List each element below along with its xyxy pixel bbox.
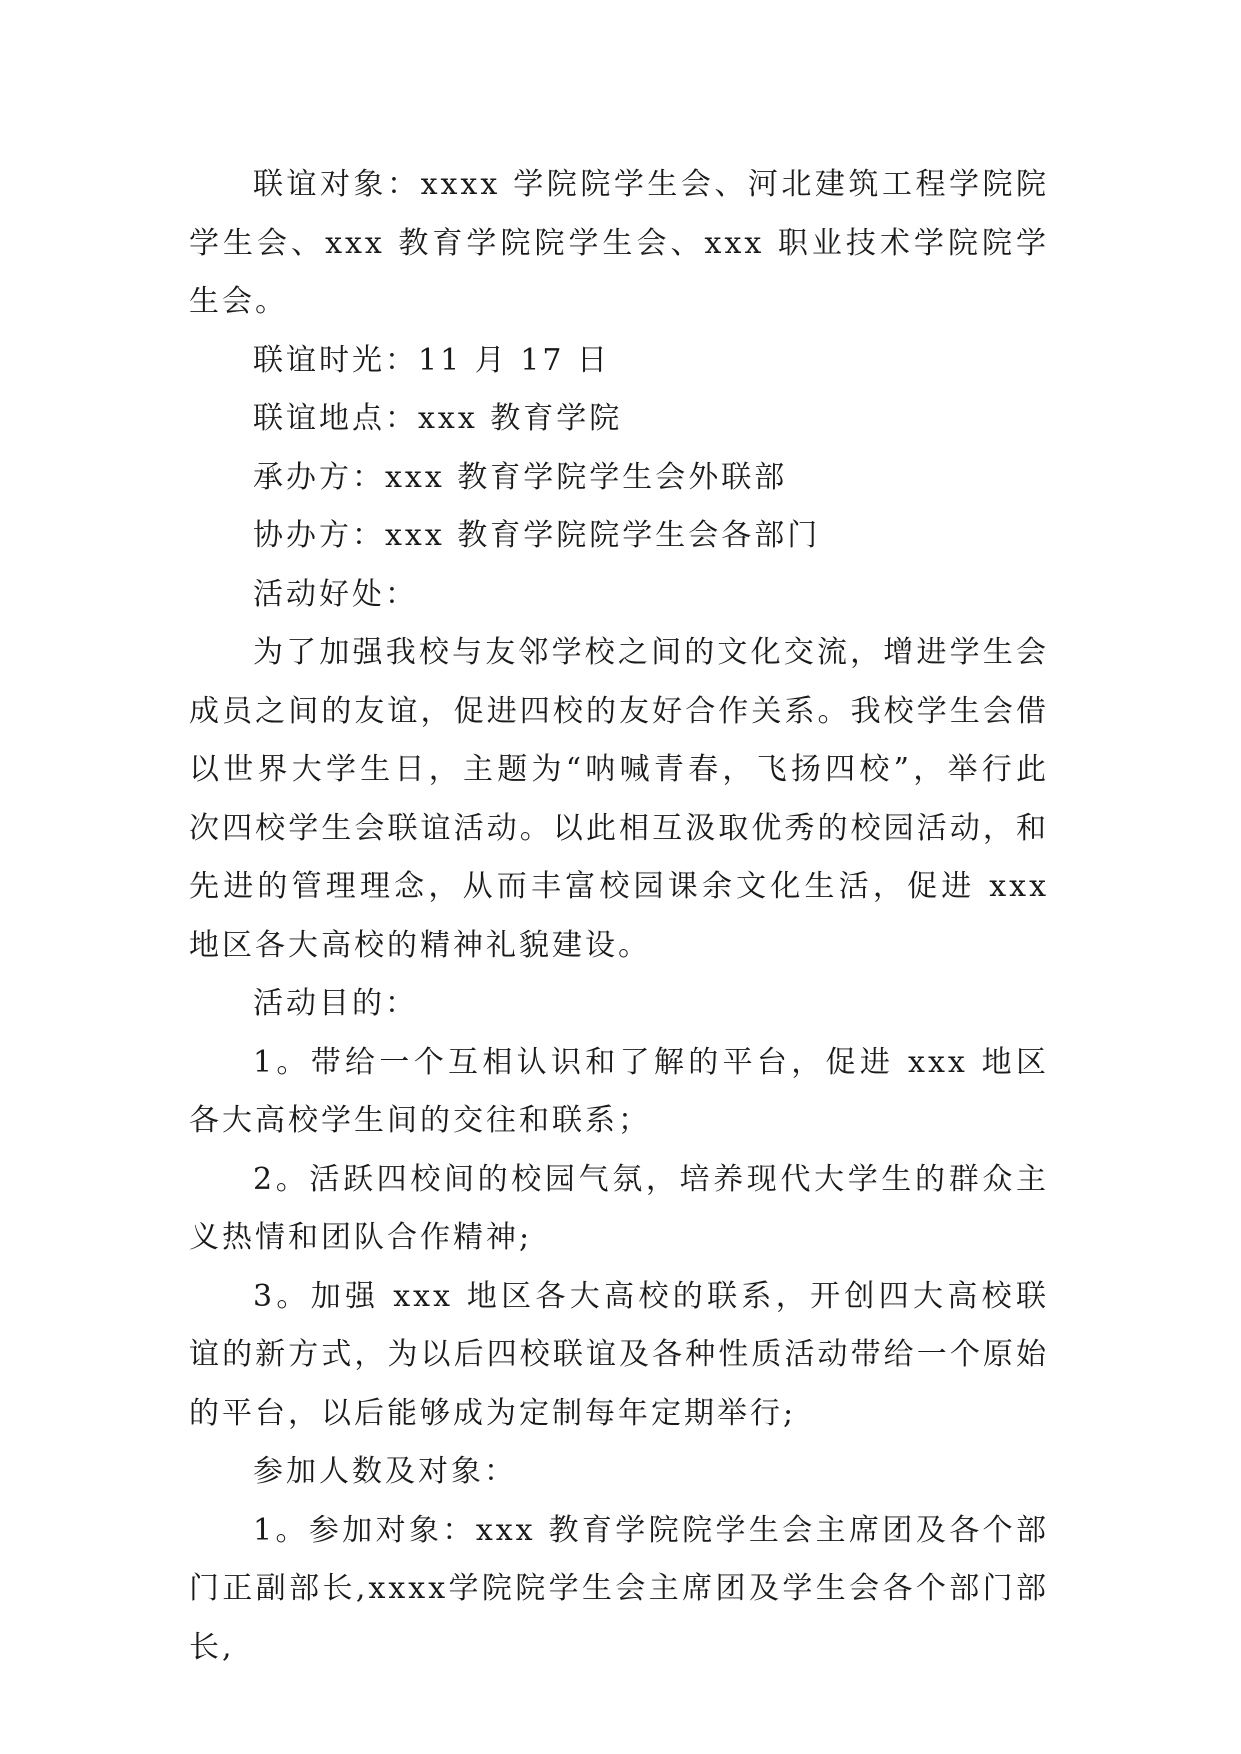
heading-activity-benefits: 活动好处： [253, 576, 418, 612]
list-item-purpose-1: 1。带给一个互相认识和了解的平台，促进 xxx 地区各大高校学生间的交往和联系； [189, 1044, 1049, 1138]
heading-activity-purpose: 活动目的： [253, 986, 418, 1021]
paragraph-activity-benefits: 为了加强我校与友邻学校之间的文化交流，增进学生会成员之间的友谊，促进四校的友好合作关系。我校学生会借以世界大学生日，主题为“呐喊青春，飞扬四校”，举行此次四校学生会联谊活动。以此相互汲取优秀的校园活动，和先进的管理理念，从而丰富校园课余文化生活，促进 xxx 地区各大高校的精神礼貌建设。 [189, 635, 1049, 963]
paragraph-liaison-location: 联谊地点：xxx 教育学院 [253, 401, 623, 436]
document-body [189, 156, 1049, 1677]
list-item-participants-1: 1。参加对象：xxx 教育学院院学生会主席团及各个部门正副部长,xxxx学院院学生会主席团及学生会各个部门部长, [189, 1512, 1049, 1665]
list-item-purpose-3: 3。加强 xxx 地区各大高校的联系，开创四大高校联谊的新方式，为以后四校联谊及各种性质活动带给一个原始的平台，以后能够成为定制每年定期举行; [189, 1278, 1049, 1431]
list-item-purpose-2: 2。活跃四校间的校园气氛，培养现代大学生的群众主义热情和团队合作精神; [189, 1161, 1049, 1255]
heading-participants: 参加人数及对象： [253, 1454, 517, 1489]
paragraph-organizer: 承办方：xxx 教育学院学生会外联部 [253, 459, 788, 495]
paragraph-liaison-targets: 联谊对象：xxxx 学院院学生会、河北建筑工程学院院学生会、xxx 教育学院院学生会、xxx 职业技术学院院学生会。 [189, 167, 1049, 319]
paragraph-liaison-time: 联谊时光：11 月 17 日 [253, 342, 610, 378]
paragraph-co-organizer: 协办方：xxx 教育学院院学生会各部门 [253, 518, 821, 553]
